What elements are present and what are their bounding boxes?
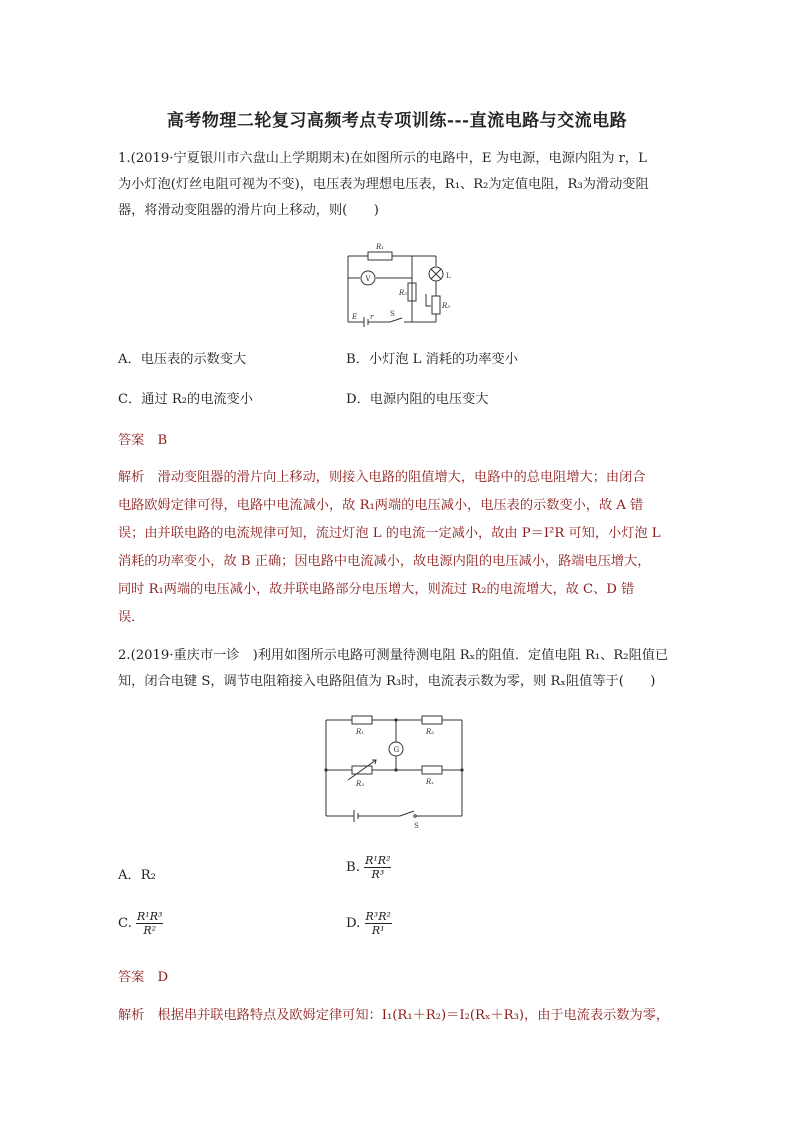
resistor-r2 — [422, 716, 442, 724]
q1-explanation-line: 电路欧姆定律可得，电路中电流减小，故 R₁两端的电压减小，电压表的示数变小，故 A 错 — [118, 498, 644, 513]
q1-explanation-line: 误． — [118, 610, 145, 625]
q2-explanation-line: 解析 根据串并联电路特点及欧姆定律可知：I₁(R₁＋R₂)＝I₂(Rₓ＋R₃)，由于电流表示数为零， — [118, 1008, 670, 1023]
q1-explanation-line: 同时 R₁两端的电压减小，故并联电路部分电压增大，则流过 R₂的电流增大，故 C、D 错 — [118, 582, 635, 597]
circuit-diagram-1 — [330, 238, 470, 328]
q1-option-b: B．小灯泡 L 消耗的功率变小 — [346, 352, 518, 367]
q1-explanation-line: 消耗的功率变小，故 B 正确；因电路中电流减小，故电源内阻的电压减小，路端电压增大， — [118, 554, 651, 569]
fraction — [365, 910, 392, 937]
q1-option-d: D．电源内阻的电压变大 — [346, 392, 489, 407]
q1-line: 器，将滑动变阻器的滑片向上移动，则( ) — [118, 203, 379, 218]
label-galvanometer: G — [393, 746, 400, 754]
fraction — [136, 910, 163, 937]
label-emf: E — [352, 313, 358, 321]
q2-line: 知，闭合电键 S，调节电阻箱接入电路阻值为 R₃时，电流表示数为零，则 Rₓ阻值等于( ) — [118, 674, 656, 689]
q2-line: 2.(2019·重庆市一诊 )利用如图所示电路可测量待测电阻 Rₓ的阻值．定值电阻 R₁、R₂阻值已 — [118, 648, 669, 663]
q1-line: 为小灯泡(灯丝电阻可视为不变)，电压表为理想电压表，R₁、R₂为定值电阻，R₃为滑动变阻 — [118, 177, 649, 192]
q1-explanation-line: 解析 滑动变阻器的滑片向上移动，则接入电路的阻值增大，电路中的总电阻增大；由闭合 — [118, 470, 646, 485]
fraction — [364, 854, 391, 881]
label-switch: S — [414, 822, 419, 830]
label-r2: R₂ — [426, 728, 435, 736]
question-2-text — [118, 643, 678, 695]
label-internal: r — [370, 313, 374, 321]
q1-explanation-line: 误；由并联电路的电流规律可知，流过灯泡 L 的电流一定减小，故由 P＝I²R 可知，小灯泡 L — [118, 526, 661, 541]
fraction-denominator: R² — [143, 924, 157, 937]
fraction-numerator: R³R² — [365, 910, 391, 923]
resistor-r1 — [368, 252, 392, 260]
q2-option-a: A．R₂ — [118, 868, 156, 883]
fraction-numerator: R¹R² — [365, 854, 391, 867]
page-title: 高考物理二轮复习高频考点专项训练---直流电路与交流电路 — [166, 111, 628, 131]
label-r1: R₁ — [376, 243, 385, 251]
option-letter: B. — [346, 860, 360, 875]
q1-line: 1.(2019·宁夏银川市六盘山上学期期末)在如图所示的电路中，E 为电源，电源内阻为 r，L — [118, 151, 647, 166]
fraction-numerator: R¹R³ — [137, 910, 163, 923]
fraction-denominator: R¹ — [371, 924, 385, 937]
question-1-text — [118, 146, 678, 224]
resistor-r1 — [352, 716, 372, 724]
label-voltmeter: V — [365, 275, 371, 283]
label-lamp: L — [446, 272, 451, 280]
q1-explanation — [118, 464, 678, 632]
q1-option-c: C．通过 R₂的电流变小 — [118, 392, 253, 407]
rheostat-r3 — [432, 296, 440, 314]
q1-answer: 答案 B — [118, 433, 168, 448]
q2-answer: 答案 D — [118, 970, 169, 985]
q2-option-c — [118, 910, 163, 937]
label-r2: R₂ — [399, 289, 408, 297]
q2-explanation — [118, 1002, 678, 1030]
option-letter: D. — [346, 916, 361, 931]
option-letter: C. — [118, 916, 132, 931]
circuit-diagram-2 — [318, 712, 470, 832]
q2-option-d — [346, 910, 392, 937]
q1-option-a: A．电压表的示数变大 — [118, 352, 247, 367]
label-switch: S — [390, 310, 395, 318]
fraction-denominator: R³ — [371, 868, 385, 881]
label-rx: Rₓ — [426, 778, 434, 786]
label-r3: R₃ — [356, 780, 365, 788]
label-r1: R₁ — [356, 728, 365, 736]
q2-option-b — [346, 854, 391, 881]
label-r3: R₃ — [442, 302, 451, 310]
resistor-rx — [422, 766, 442, 774]
